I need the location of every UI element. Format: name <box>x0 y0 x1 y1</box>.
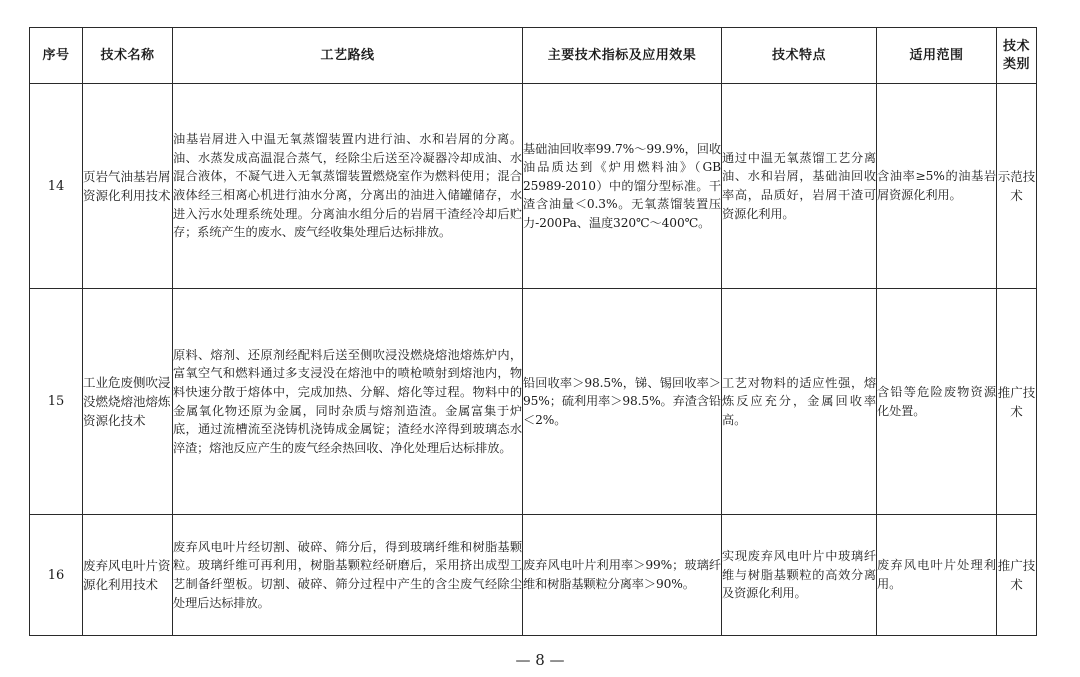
header-indicators: 主要技术指标及应用效果 <box>523 28 722 84</box>
row-features: 通过中温无氧蒸馏工艺分离油、水和岩屑，基础油回收率高，品质好，岩屑干渣可资源化利用。 <box>722 84 877 289</box>
row-seq: 14 <box>30 84 83 289</box>
header-category: 技术类别 <box>997 28 1037 84</box>
row-tech-name: 工业危废侧吹浸没燃烧熔池熔炼资源化技术 <box>83 289 173 515</box>
table-header-row <box>30 28 1037 84</box>
row-seq: 16 <box>30 515 83 636</box>
row-seq: 15 <box>30 289 83 515</box>
row-process: 原料、熔剂、还原剂经配料后送至侧吹浸没燃烧熔池熔炼炉内，富氧空气和燃料通过多支浸没在熔池中的喷枪喷射到熔池内，物料快速分散于熔体中，完成加热、分解、熔化等过程。物料中的金属氧化物还原为金属，同时杂质与熔剂造渣。金属富集于炉底，通过流槽流至浇铸机浇铸成金属锭；渣经水淬得到玻璃态水淬渣；熔池反应产生的废气经余热回收、净化处理后达标排放。 <box>173 289 523 515</box>
technology-table <box>29 27 1037 636</box>
table-row <box>30 515 1037 636</box>
row-scope: 废弃风电叶片处理利用。 <box>877 515 997 636</box>
row-features: 工艺对物料的适应性强，熔炼反应充分，金属回收率高。 <box>722 289 877 515</box>
row-process: 废弃风电叶片经切割、破碎、筛分后，得到玻璃纤维和树脂基颗粒。玻璃纤维可再利用，树脂基颗粒经研磨后，采用挤出成型工艺制备纤塑板。切割、破碎、筛分过程中产生的含尘废气经除尘处理后达标排放。 <box>173 515 523 636</box>
row-indicators: 废弃风电叶片利用率＞99%；玻璃纤维和树脂基颗粒分离率＞90%。 <box>523 515 722 636</box>
row-scope: 含铅等危险废物资源化处置。 <box>877 289 997 515</box>
row-category: 推广技术 <box>997 289 1037 515</box>
page-number: — 8 — <box>515 651 565 669</box>
row-tech-name: 废弃风电叶片资源化利用技术 <box>83 515 173 636</box>
row-category: 推广技术 <box>997 515 1037 636</box>
header-process: 工艺路线 <box>173 28 523 84</box>
row-features: 实现废弃风电叶片中玻璃纤维与树脂基颗粒的高效分离及资源化利用。 <box>722 515 877 636</box>
header-scope: 适用范围 <box>877 28 997 84</box>
row-process: 油基岩屑进入中温无氧蒸馏装置内进行油、水和岩屑的分离。油、水蒸发成高温混合蒸气，经除尘后送至冷凝器冷却成油、水混合液体，不凝气进入无氧蒸馏装置燃烧室作为燃料使用；混合液体经三相离心机进行油水分离，分离出的油进入储罐储存，水进入污水处理系统处理。分离油水组分后的岩屑干渣经冷却后贮存；系统产生的废水、废气经收集处理后达标排放。 <box>173 84 523 289</box>
row-indicators: 铅回收率＞98.5%，锑、锡回收率＞95%；硫利用率＞98.5%。弃渣含铅＜2%。 <box>523 289 722 515</box>
row-scope: 含油率≥5%的油基岩屑资源化利用。 <box>877 84 997 289</box>
header-seq: 序号 <box>30 28 83 84</box>
header-features: 技术特点 <box>722 28 877 84</box>
header-name: 技术名称 <box>83 28 173 84</box>
row-indicators: 基础油回收率99.7%～99.9%，回收油品质达到《炉用燃料油》（GB 25989-2010）中的馏分型标准。干渣含油量＜0.3%。无氧蒸馏装置压力-200Pa、温度320℃～400℃。 <box>523 84 722 289</box>
row-tech-name: 页岩气油基岩屑资源化利用技术 <box>83 84 173 289</box>
table-row <box>30 84 1037 289</box>
row-category: 示范技术 <box>997 84 1037 289</box>
table-row <box>30 289 1037 515</box>
